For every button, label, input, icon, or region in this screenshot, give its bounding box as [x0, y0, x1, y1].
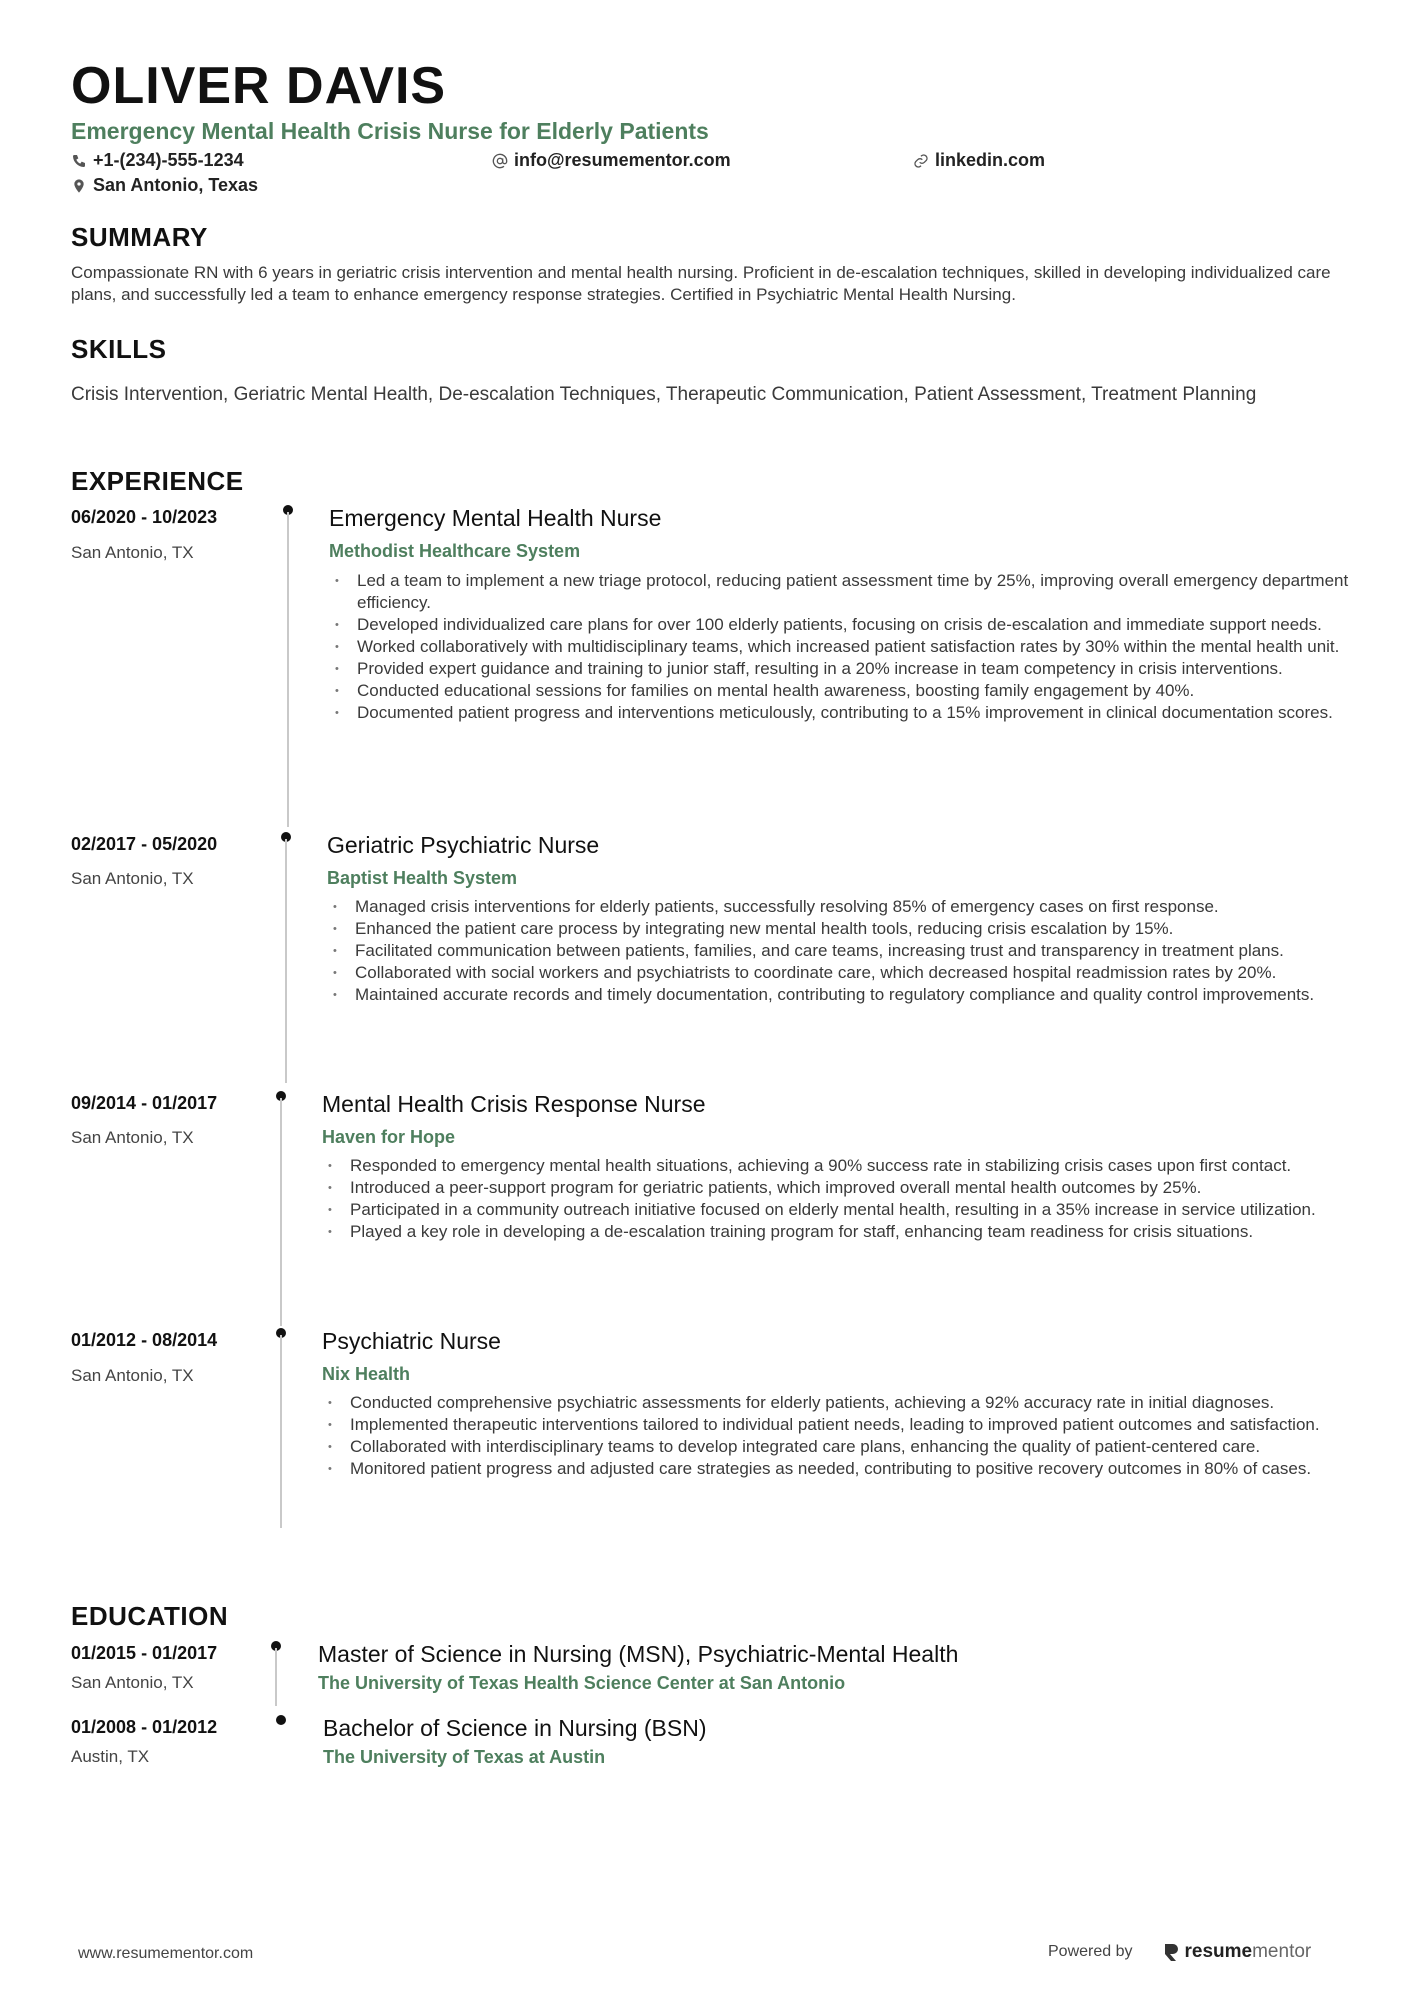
contact-location: [71, 175, 258, 196]
email-text: info@resumementor.com: [514, 150, 731, 170]
job-role: Geriatric Psychiatric Nurse: [327, 832, 600, 858]
candidate-name: OLIVER DAVIS: [71, 57, 447, 115]
bullet: • Responded to emergency mental health situations, achieving a 90% success rate in stabilizing crisis cases upon first contact.: [322, 1155, 1352, 1177]
bullet: • Facilitated communication between patients, families, and care teams, increasing trust and transparency in treatment plans.: [327, 940, 1357, 962]
skills-text: Crisis Intervention, Geriatric Mental Health, De-escalation Techniques, Therapeutic Communication, Patient Assessment, Treatment Planning: [71, 384, 1257, 405]
location-text: San Antonio, Texas: [93, 175, 259, 195]
bullet: • Introduced a peer-support program for geriatric patients, which improved overall mental health outcomes by 25%.: [322, 1177, 1352, 1199]
contact-email[interactable]: [492, 150, 731, 171]
phone-text: +1-(234)-555-1234: [93, 150, 244, 170]
powered-by-text: Powered by: [1048, 1943, 1133, 1960]
job-org: Nix Health: [322, 1364, 411, 1384]
job-dates: 06/2020 - 10/2023: [71, 507, 218, 527]
edu-location: Austin, TX: [71, 1747, 150, 1766]
bullet: • Played a key role in developing a de-escalation training program for staff, enhancing team readiness for crisis situations.: [322, 1221, 1352, 1243]
job-bullets: [329, 570, 1359, 724]
bullet: • Enhanced the patient care process by integrating new mental health tools, reducing crisis escalation by 15%.: [327, 918, 1357, 940]
footer-brand: [1048, 1941, 1311, 1963]
resumementor-logo[interactable]: [1163, 1941, 1312, 1963]
bullet: • Developed individualized care plans for over 100 elderly patients, focusing on crisis de-escalation and immediate support needs.: [329, 614, 1359, 636]
job-location: San Antonio, TX: [71, 869, 194, 888]
logo-mark-icon: [1163, 1942, 1179, 1962]
timeline-line: [287, 512, 289, 827]
contact-linkedin[interactable]: [913, 150, 1045, 171]
timeline-dot: [276, 1715, 286, 1725]
map-pin-icon: [71, 178, 87, 194]
job-location: San Antonio, TX: [71, 1366, 194, 1385]
job-dates: 01/2012 - 08/2014: [71, 1330, 218, 1350]
brand-bold: resume: [1184, 1941, 1253, 1962]
job-dates: 02/2017 - 05/2020: [71, 834, 218, 854]
edu-degree: Master of Science in Nursing (MSN), Psychiatric-Mental Health: [318, 1641, 959, 1667]
bullet: • Conducted comprehensive psychiatric assessments for elderly patients, achieving a 92% accuracy rate in initial diagnoses.: [322, 1392, 1352, 1414]
edu-location: San Antonio, TX: [71, 1673, 194, 1692]
job-title: Emergency Mental Health Crisis Nurse for Elderly Patients: [71, 118, 709, 144]
footer-website[interactable]: www.resumementor.com: [78, 1945, 254, 1962]
link-icon: [913, 153, 929, 169]
edu-degree: Bachelor of Science in Nursing (BSN): [323, 1715, 707, 1741]
job-org: Baptist Health System: [327, 868, 518, 888]
job-org: Haven for Hope: [322, 1127, 456, 1147]
brand-light: mentor: [1252, 1941, 1312, 1962]
job-role: Mental Health Crisis Response Nurse: [322, 1091, 706, 1117]
job-role: Psychiatric Nurse: [322, 1328, 501, 1354]
contact-phone[interactable]: [71, 150, 244, 171]
edu-dates: 01/2008 - 01/2012: [71, 1717, 218, 1737]
timeline-line: [280, 1098, 282, 1326]
linkedin-text: linkedin.com: [935, 150, 1046, 170]
timeline-line: [275, 1648, 277, 1706]
bullet: • Collaborated with interdisciplinary teams to develop integrated care plans, enhancing the quality of patient-centered care.: [322, 1436, 1352, 1458]
job-org: Methodist Healthcare System: [329, 541, 581, 561]
phone-icon: [71, 153, 87, 169]
experience-heading: EXPERIENCE: [71, 466, 244, 496]
job-location: San Antonio, TX: [71, 1128, 194, 1147]
timeline-line: [285, 839, 287, 1083]
bullet: • Collaborated with social workers and psychiatrists to coordinate care, which decreased hospital readmission rates by 20%.: [327, 962, 1357, 984]
edu-school: The University of Texas Health Science Center at San Antonio: [318, 1673, 846, 1693]
bullet: • Managed crisis interventions for elderly patients, successfully resolving 85% of emergency cases on first response.: [327, 896, 1357, 918]
bullet: • Monitored patient progress and adjusted care strategies as needed, contributing to positive recovery outcomes in 80% of cases.: [322, 1458, 1352, 1480]
education-heading: EDUCATION: [71, 1601, 229, 1631]
timeline-line: [280, 1335, 282, 1528]
bullet: • Worked collaboratively with multidisciplinary teams, which increased patient satisfaction rates by 30% within the mental health unit.: [329, 636, 1359, 658]
bullet: • Participated in a community outreach initiative focused on elderly mental health, resulting in a 35% increase in service utilization.: [322, 1199, 1352, 1221]
job-dates: 09/2014 - 01/2017: [71, 1093, 218, 1113]
edu-dates: 01/2015 - 01/2017: [71, 1643, 218, 1663]
summary-text: Compassionate RN with 6 years in geriatric crisis intervention and mental health nursing. Proficient in de-escalation techniques, skilled in developing individualized care plans, and successfully led a team to enhance emergency response strategies. Certified in Psychiatric Mental Health Nursing.: [71, 263, 1331, 304]
edu-school: The University of Texas at Austin: [323, 1747, 606, 1767]
bullet: • Implemented therapeutic interventions tailored to individual patient needs, leading to improved patient outcomes and satisfaction.: [322, 1414, 1352, 1436]
bullet: • Maintained accurate records and timely documentation, contributing to regulatory compliance and quality control improvements.: [327, 984, 1357, 1006]
at-icon: [492, 153, 508, 169]
job-bullets: [322, 1392, 1352, 1480]
bullet: • Provided expert guidance and training to junior staff, resulting in a 20% increase in team competency in crisis interventions.: [329, 658, 1359, 680]
summary-heading: SUMMARY: [71, 222, 208, 252]
job-location: San Antonio, TX: [71, 543, 194, 562]
job-bullets: [327, 896, 1357, 1006]
job-role: Emergency Mental Health Nurse: [329, 505, 662, 531]
bullet: • Led a team to implement a new triage protocol, reducing patient assessment time by 25%, improving overall emergency department efficiency.: [329, 570, 1359, 614]
bullet: • Documented patient progress and interventions meticulously, contributing to a 15% improvement in clinical documentation scores.: [329, 702, 1359, 724]
bullet: • Conducted educational sessions for families on mental health awareness, boosting family engagement by 40%.: [329, 680, 1359, 702]
job-bullets: [322, 1155, 1352, 1243]
skills-heading: SKILLS: [71, 334, 167, 364]
